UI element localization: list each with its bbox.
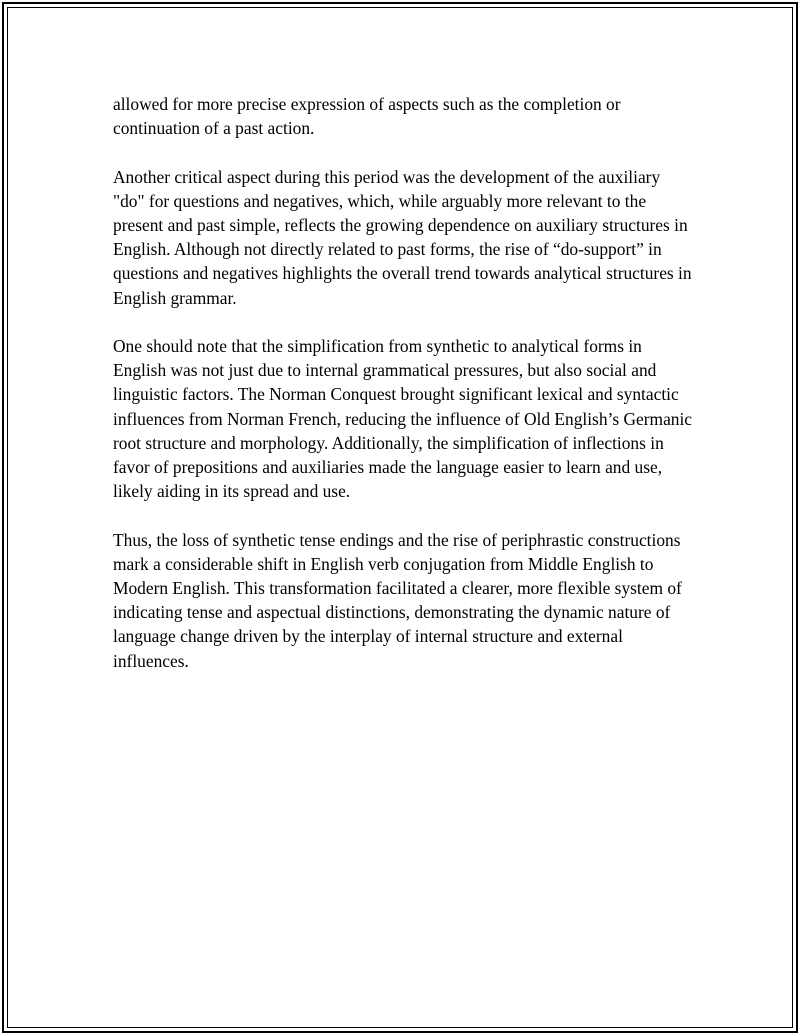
paragraph-4: Thus, the loss of synthetic tense endings and the rise of periphrastic constructions mark a considerable shift in English verb conjugation from Middle English to Modern English. This transformation facilitated a clearer, more flexible system of indicating tense and aspectual distinctions, demonstrating the dynamic nature of language change driven by the interplay of internal structure and external influences.: [113, 529, 682, 671]
document-body: [113, 92, 693, 697]
paragraph-1: allowed for more precise expression of aspects such as the completion or continuation of a past action.: [113, 94, 621, 139]
paragraph-2: Another critical aspect during this period was the development of the auxiliary "do" for questions and negatives, which, while arguably more relevant to the present and past simple, reflects the growing dependence on auxiliary structures in English. Although not directly related to past forms, the rise of “do-support” in questions and negatives highlights the overall trend towards analytical structures in English grammar.: [113, 166, 692, 308]
paragraph-3: One should note that the simplification from synthetic to analytical forms in English was not just due to internal grammatical pressures, but also social and linguistic factors. The Norman Conquest brought significant lexical and syntactic influences from Norman French, reducing the influence of Old English’s Germanic root structure and morphology. Additionally, the simplification of inflections in favor of prepositions and auxiliaries made the language easier to learn and use, likely aiding in its spread and use.: [113, 336, 693, 502]
